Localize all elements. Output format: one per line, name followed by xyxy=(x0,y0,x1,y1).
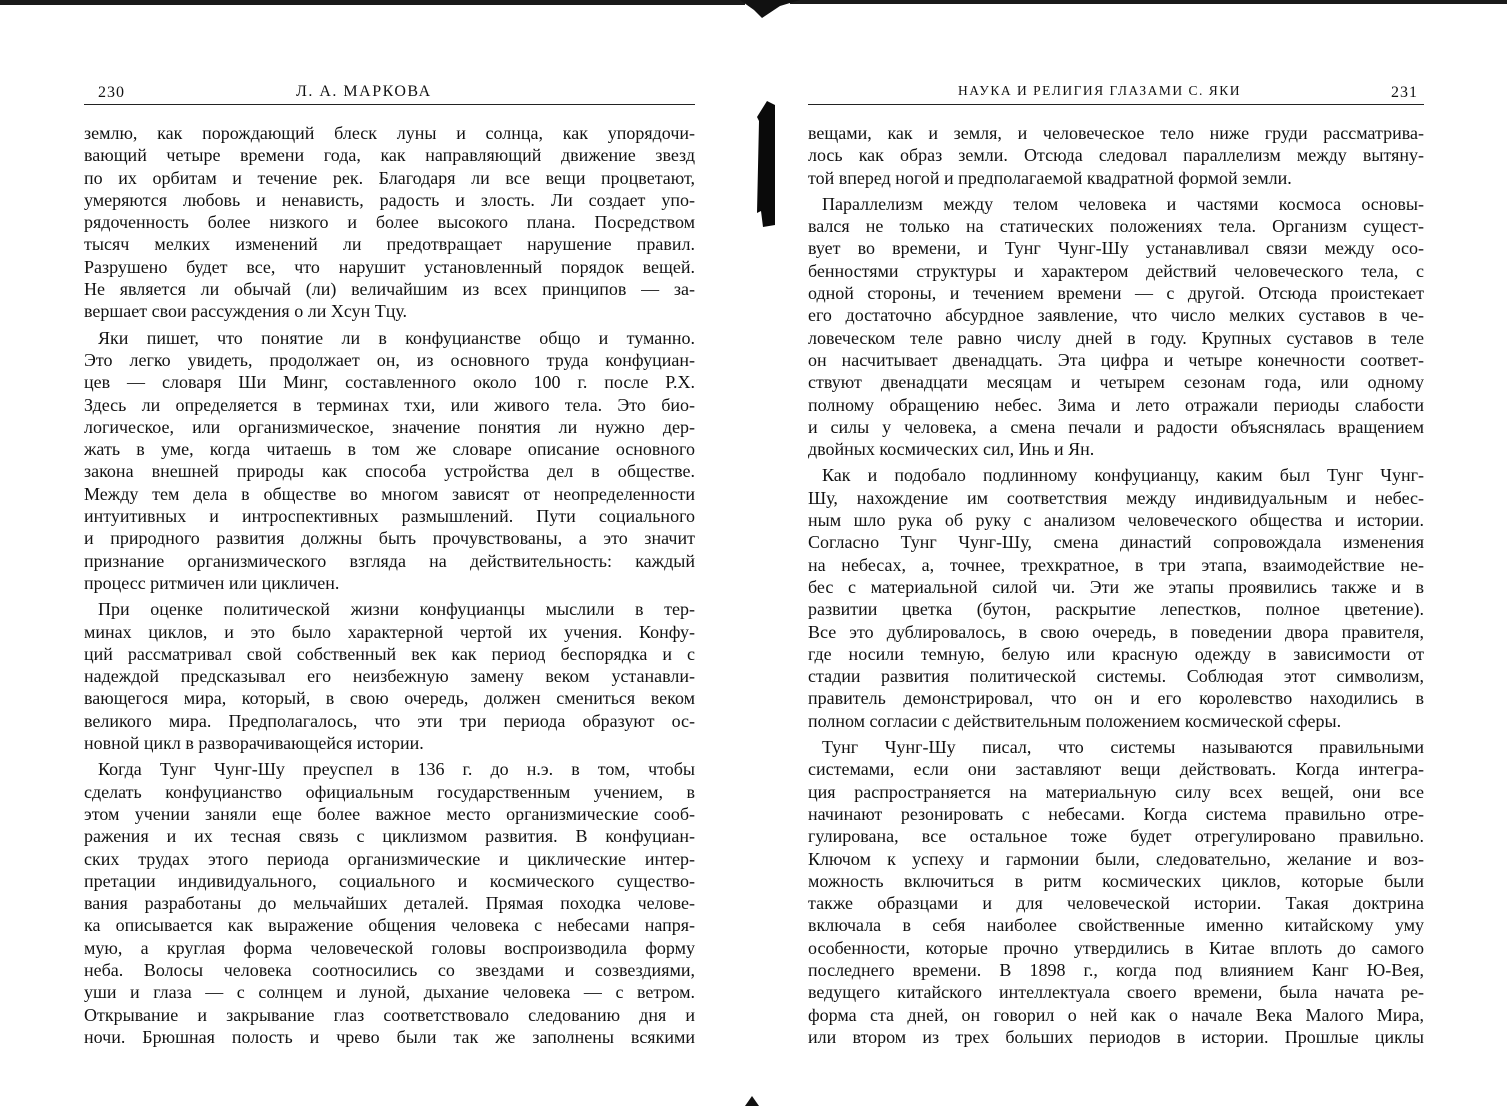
text-line: вершает свои рассуждения о ли Хсун Тцу. xyxy=(84,301,408,322)
text-line: Это легко увидеть, продолжает он, из основного труда конфуциан- xyxy=(84,349,695,370)
text-line: на небесах, а, точнее, трехкратное, в три этапа, взаимодействие не- xyxy=(808,554,1424,575)
text-line: ловеческом теле равно числу дней в году. Крупных суставов в теле xyxy=(808,327,1424,348)
left-page-header xyxy=(84,78,695,105)
text-line: вещами, как и земля, и человеческое тело ниже груди рассматрива- xyxy=(808,123,1424,143)
left-page-number: 230 xyxy=(98,84,125,101)
paragraph xyxy=(808,122,1424,189)
text-line: цев — словаря Ши Минг, составленного около 100 г. после Р.Х. xyxy=(84,372,695,393)
text-line: Когда Тунг Чунг-Шу преуспел в 136 г. до н.э. в том, чтобы xyxy=(98,759,695,780)
text-line: правитель демонстрировал, что он и его королевство находились в xyxy=(808,688,1424,709)
text-line: тысяч мелких изменений ли предотвращает нарушение правил. xyxy=(84,234,695,255)
left-running-head: Л. А. МАРКОВА xyxy=(296,83,432,100)
text-line: ражения и их тесная связь с циклизмом развития. В конфуциан- xyxy=(84,826,695,847)
text-line: можность включиться в ритм космических циклов, которые были xyxy=(808,870,1424,891)
spine-shadow-top xyxy=(740,0,800,20)
paragraph xyxy=(808,193,1424,461)
text-line: Все это дублировалось, в свою очередь, в поведении двора правителя, xyxy=(808,621,1424,642)
text-line: этом учении заняли еще более важное место организмические сооб- xyxy=(84,803,695,824)
text-line: Шу, нахождение им соответствия между индивидуальным и небес- xyxy=(808,487,1424,508)
text-line: сделать конфуцианство официальным государственным учением, в xyxy=(84,781,695,802)
text-line: системами, если они заставляют вещи действовать. Когда интегра- xyxy=(808,759,1424,780)
right-page-body xyxy=(808,122,1424,1048)
text-line: также образцами и для человеческой истории. Такая доктрина xyxy=(808,893,1424,914)
text-line: закона внешней природы как способа устройства дел в обществе. xyxy=(84,461,695,482)
text-line: великого мира. Предполагалось, что эти три периода образуют ос- xyxy=(84,710,695,731)
text-line: стадии развития политической системы. Соблюдая этот символизм, xyxy=(808,666,1424,687)
text-line: умеряются любовь и ненависть, радость и злость. Ли создает упо- xyxy=(84,189,695,210)
text-line: бес с материальной силой чи. Эти же этапы проявились также и в xyxy=(808,576,1424,597)
text-line: ным шло рука об руку с анализом человеческого общества и истории. xyxy=(808,510,1424,531)
text-line: лось как образ земли. Отсюда следовал параллелизм между вытяну- xyxy=(808,145,1424,166)
text-line: включала в себя наиболее свойственные именно китайскому уму xyxy=(808,915,1424,936)
right-running-head: НАУКА И РЕЛИГИЯ ГЛАЗАМИ С. ЯКИ xyxy=(958,83,1242,98)
scan-top-edge-right xyxy=(790,0,1507,4)
paragraph xyxy=(84,122,695,323)
text-line: Между тем дела в обществе во многом зависят от неопределенности xyxy=(84,483,695,504)
text-line: новной цикл в разворачивающейся истории. xyxy=(84,733,424,754)
text-line: жать в уме, когда читаешь в том же словаре описание основного xyxy=(84,439,695,460)
text-line: развитии цветка (бутон, раскрытие лепестков, полное цветение). xyxy=(808,599,1424,620)
text-line: Здесь ли определяется в терминах тхи, или живого тела. Это био- xyxy=(84,394,695,415)
text-line: минах циклов, и это было характерной чертой их учения. Конфу- xyxy=(84,621,695,642)
text-line: Ключом к успеху и гармонии были, следовательно, желание и воз- xyxy=(808,848,1424,869)
text-line: Как и подобало подлинному конфуцианцу, каким был Тунг Чунг- xyxy=(822,465,1424,486)
paragraph xyxy=(84,758,695,1048)
text-line: претации индивидуального, социального и космического существо- xyxy=(84,870,695,891)
text-line: логическое, или организмическое, значение понятия ли нужно дер- xyxy=(84,416,695,437)
text-line: той вперед ногой и предполагаемой квадратной формой земли. xyxy=(808,167,1292,188)
text-line: ций рассматривал свой собственный век как период беспорядка и с xyxy=(84,643,695,664)
text-line: ствуют двенадцати месяцам и четырем сезонам года, или одному xyxy=(808,372,1424,393)
text-line: где носили темную, белую или красную одежду в зависимости от xyxy=(808,643,1424,664)
text-line: При оценке политической жизни конфуцианцы мыслили в тер- xyxy=(98,599,695,620)
right-page xyxy=(808,78,1424,1048)
binding-shadow-mark xyxy=(757,101,775,227)
text-line: вающегося мира, который, в свою очередь, должен смениться веком xyxy=(84,688,695,709)
text-line: Параллелизм между телом человека и частями космоса основы- xyxy=(822,193,1424,214)
text-line: одной стороны, и течением времени — с другой. Отсюда проистекает xyxy=(808,283,1424,304)
text-line: мую, а круглая форма человеческой головы воспроизводила форму xyxy=(84,937,695,958)
text-line: Открывание и закрывание глаз соответствовало следованию дня и xyxy=(84,1004,695,1025)
right-page-number: 231 xyxy=(1391,84,1418,101)
text-line: Яки пишет, что понятие ли в конфуцианстве общо и туманно. xyxy=(98,327,695,348)
paragraph xyxy=(808,736,1424,1048)
text-line: или втором из трех больших периодов в истории. Прошлые циклы xyxy=(808,1026,1424,1047)
text-line: начинают резонировать с небесами. Когда система правильно отре- xyxy=(808,803,1424,824)
text-line: гулирована, все остальное тоже будет отрегулировано правильно. xyxy=(808,826,1424,847)
text-line: вался не только на статических положениях тела. Организм сущест- xyxy=(808,216,1424,237)
text-line: уши и глаза — с солнцем и луной, дыхание человека — с ветром. xyxy=(84,982,695,1003)
text-line: землю, как порождающий блеск луны и солнца, как упорядочи- xyxy=(84,123,695,143)
text-line: последнего времени. В 1898 г., когда под влиянием Канг Ю-Вея, xyxy=(808,959,1424,980)
paragraph xyxy=(808,464,1424,732)
text-line: ночи. Брюшная полость и чрево были так же заполнены всякими xyxy=(84,1026,695,1047)
left-page-body xyxy=(84,122,695,1048)
text-line: ция распространяется на материальную силу всех вещей, они все xyxy=(808,781,1424,802)
text-line: Разрушено будет все, что нарушит установленный порядок вещей. xyxy=(84,256,695,277)
text-line: вания разработаны до мельчайших деталей. Прямая походка челове- xyxy=(84,893,695,914)
text-line: интуитивных и интроспективных размышлений. Пути социального xyxy=(84,506,695,527)
text-line: и природного развития должны быть прочувствованы, а это значит xyxy=(84,528,695,549)
text-line: процесс ритмичен или цикличен. xyxy=(84,572,340,593)
text-line: Тунг Чунг-Шу писал, что системы называются правильными xyxy=(822,737,1424,758)
text-line: по их орбитам и течение рек. Благодаря ли все вещи процветают, xyxy=(84,167,695,188)
text-line: Согласно Тунг Чунг-Шу, смена династий сопровождала изменения xyxy=(808,532,1424,553)
text-line: он насчитывает двенадцать. Эта цифра и четыре конечности соответ- xyxy=(808,349,1424,370)
spine-shadow-bottom xyxy=(745,1096,759,1106)
text-line: и силы у человека, а смена печали и радости объяснялась вращением xyxy=(808,416,1424,437)
text-line: двойных космических сил, Инь и Ян. xyxy=(808,439,1095,460)
text-line: вует во времени, и Тунг Чунг-Шу устанавливал связи между осо- xyxy=(808,238,1424,259)
left-page xyxy=(84,78,695,1048)
text-line: полном согласии с действительным положением космической сферы. xyxy=(808,710,1342,731)
scan-top-edge-left xyxy=(0,0,745,5)
paragraph xyxy=(84,598,695,754)
text-line: особенности, которые прочно утвердились в Китае вплоть до самого xyxy=(808,937,1424,958)
paragraph xyxy=(84,327,695,595)
text-line: его достаточно абсурдное заявление, что число мелких суставов в че- xyxy=(808,305,1424,326)
text-line: ведущего китайского интеллектуала своего времени, была начата ре- xyxy=(808,982,1424,1003)
text-line: Не является ли обычай (ли) величайшим из всех принципов — за- xyxy=(84,279,695,300)
text-line: форма ста дней, он говорил о ней как о начале Века Малого Мира, xyxy=(808,1004,1424,1025)
text-line: признание организмического взгляда на действительность: каждый xyxy=(84,550,695,571)
right-page-header xyxy=(808,78,1424,105)
text-line: бенностями структуры и характером действий человеческого тела, с xyxy=(808,260,1424,281)
text-line: вающий четыре времени года, как направляющий движение звезд xyxy=(84,145,695,166)
text-line: надеждой предсказывал его неизбежную замену веком устанавли- xyxy=(84,666,695,687)
text-line: рядоченность более низкого и более высокого плана. Посредством xyxy=(84,212,695,233)
text-line: ских трудах этого периода организмические и циклические интер- xyxy=(84,848,695,869)
text-line: неба. Волосы человека соотносились со звездами и созвездиями, xyxy=(84,959,695,980)
text-line: ка описывается как выражение общения человека с небесами напря- xyxy=(84,915,695,936)
text-line: полному обращению небес. Зима и лето отражали периоды слабости xyxy=(808,394,1424,415)
